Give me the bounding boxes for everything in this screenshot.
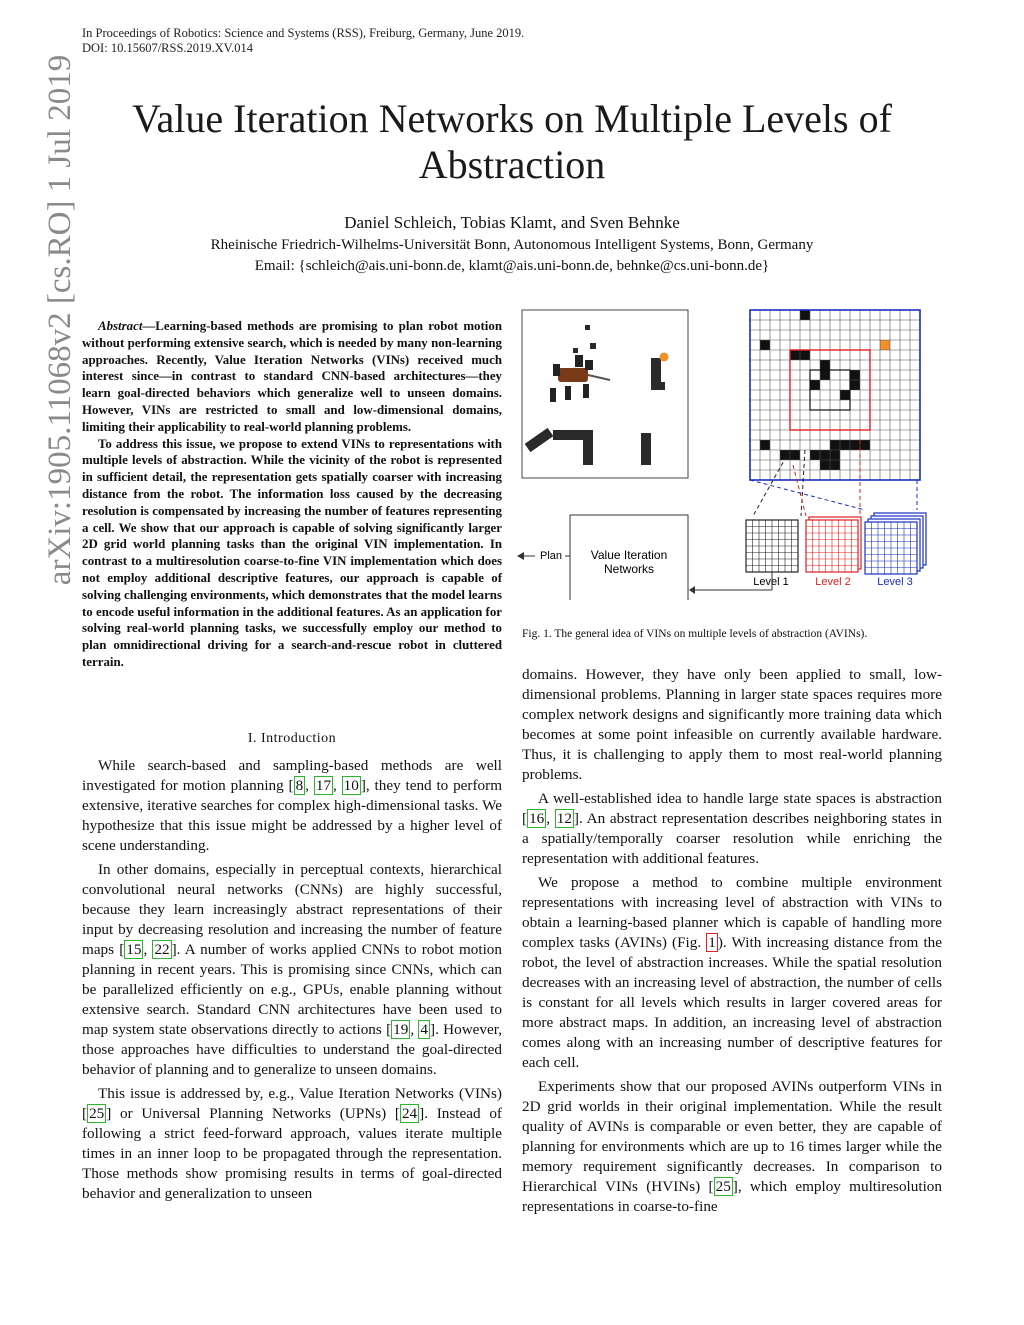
plan-label: Plan xyxy=(539,550,563,562)
grid-map-panel xyxy=(750,310,920,480)
intro-heading: I. Introduction xyxy=(247,731,337,746)
citation-link[interactable]: 15 xyxy=(126,941,142,958)
abstract-p1: —Learning-based methods are promising to plan robot motion without performing extensive search, which is needed by many non-learning approaches. Recently, Value Iteration Networks (VINs) received much interest since—in contrast to standard CNN-based architectures—they learn goal-directed behaviors which generalize well to unseen domains. However, VINs are restricted to small and low-dimensional domains, limiting their applicability to real-world planning problems. xyxy=(82,319,502,434)
proceedings-line: In Proceedings of Robotics: Science and Systems (RSS), Freiburg, Germany, June 2019. xyxy=(82,26,525,40)
citation-link[interactable]: 17 xyxy=(315,777,332,794)
citation-link[interactable]: 19 xyxy=(393,1021,409,1038)
title-line-2: Abstraction xyxy=(418,142,606,187)
citation-link[interactable]: 10 xyxy=(343,777,359,794)
level1-label: Level 1 xyxy=(753,576,789,588)
abstract-p2: To address this issue, we propose to extend VINs to representations with multiple levels of abstraction. While the vicinity of the robot is represented in sufficient detail, the representation gets spatially coarser with increasing distance from the robot. The information loss caused by the decreasing resolution is compensated by increasing the number of features representing a cell. We show that our approach is capable of solving significantly larger 2D grid world planning tasks than the original VIN implementation. In contrast to a multiresolution coarse-to-fine VIN implementation which does not employ additional descriptive features, our approach is capable of solving challenging environments, which demonstrates that the model learns to encode useful information in the additional features. As an application for solving real-world planning tasks, we successfully employ our method to plan omnidirectional driving for a search-and-rescue robot in cluttered terrain. xyxy=(82,436,502,669)
goal-marker xyxy=(660,353,669,362)
figure-caption: Fig. 1. The general idea of VINs on multiple levels of abstraction (AVINs). xyxy=(522,628,868,640)
environment-panel xyxy=(522,310,688,478)
level3-label: Level 3 xyxy=(877,576,913,588)
citation-link[interactable]: 24 xyxy=(401,1105,418,1122)
vin-label-1: Value Iteration xyxy=(590,548,668,562)
citation-link[interactable]: 8 xyxy=(295,777,304,794)
citation-link[interactable]: 22 xyxy=(154,941,170,958)
authors: Daniel Schleich, Tobias Klamt, and Sven Behnke xyxy=(344,213,680,232)
citation-link[interactable]: 12 xyxy=(556,810,572,827)
abstract xyxy=(82,318,502,671)
page-title xyxy=(60,96,964,188)
right-column: domains. However, they have only been applied to small, low-dimensional problems. Planning in larger state spaces requires more complex network designs and significantly more training data which becomes at some point infeasible on currently available hardware. Thus, it is challenging to apply them to most real-world planning problems. A well-established idea to handle large state spaces is abstraction [ 16 , 12 ]. An abstract representation describes neighboring states in a spatially/temporally coarser resolution while enriching the representation with additional features. We propose a method to combine multiple environment representations with increasing level of abstraction with VINs to obtain a learning-based planner which is capable of handling more complex tasks (AVINs) (Fig. 1 ). With increasing distance from the robot, the level of abstraction increases. While the spatial resolution decreases with an increasing level of abstraction, the number of cells is constant for all levels which results in larger covered areas for more abstract maps. In addition, an increasing level of abstraction comes along with an increasing number of descriptive features for each cell. Experiments show that our proposed AVINs outperform VINs in 2D grid worlds in their original implementation. While the result quality of AVINs is comparable or even better, they are capable of planning for environments which are up to 16 times larger while the memory requirement significantly decreases. In comparison to Hierarchical VINs (HVINs) [ 25 ], which employ multiresolution representations in coarse-to-fine xyxy=(522,666,943,1215)
affiliation: Rheinische Friedrich-Wilhelms-Universität Bonn, Autonomous Intelligent Systems, Bonn, Germany xyxy=(210,237,814,253)
vin-label-2: Networks xyxy=(603,562,655,576)
citation-link[interactable]: 16 xyxy=(529,810,545,827)
level2-label: Level 2 xyxy=(815,576,851,588)
level-grids xyxy=(746,513,926,574)
citation-link[interactable]: 4 xyxy=(420,1021,429,1038)
doi-line: DOI: 10.15607/RSS.2019.XV.014 xyxy=(82,41,253,55)
figure-ref-link[interactable]: 1 xyxy=(708,934,716,951)
abstract-label: Abstract xyxy=(98,319,143,333)
figure-1 xyxy=(515,300,955,600)
email: Email: {schleich@ais.uni-bonn.de, klamt@ais.uni-bonn.de, behnke@cs.uni-bonn.de} xyxy=(254,258,770,274)
citation-link[interactable]: 25 xyxy=(89,1105,105,1122)
arxiv-stamp: arXiv:1905.11068v2 [cs.RO] 1 Jul 2019 xyxy=(42,54,78,586)
left-column: While search-based and sampling-based methods are well investigated for motion planning [ 8 , 17 , 10 ], they tend to perform extensive, iterative searches for complex high-dimensional tasks. We hypothesize that this issue might be addressed by a higher level of scene understanding. In other domains, especially in perceptual contexts, hierarchical convolutional neural networks (CNNs) are highly successful, because they learn increasingly abstract representations of their input by decreasing resolution and increasing the number of feature maps [ 15 , 22 ]. A number of works applied CNNs to robot motion planning in recent years. This is promising since CNNs, which can be parallelized efficiently on e.g., GPUs, enable planning without extensive search. Standard CNN architectures have been used to map system state observations directly to actions [ 19 , 4 ]. However, those approaches have difficulties to understand the goal-directed behavior of planning and to generalize to unseen domains. This issue is addressed by, e.g., Value Iteration Networks (VINs) [ 25 ] or Universal Planning Networks (UPNs) [ 24 ]. Instead of following a strict feed-forward approach, values iterate multiple times in an inner loop to be propagated through the representation. Those methods show promising results in terms of goal-directed behavior and generalization to unseen xyxy=(82,757,503,1202)
title-line-1: Value Iteration Networks on Multiple Levels of xyxy=(132,96,892,141)
citation-link[interactable]: 25 xyxy=(715,1178,731,1195)
